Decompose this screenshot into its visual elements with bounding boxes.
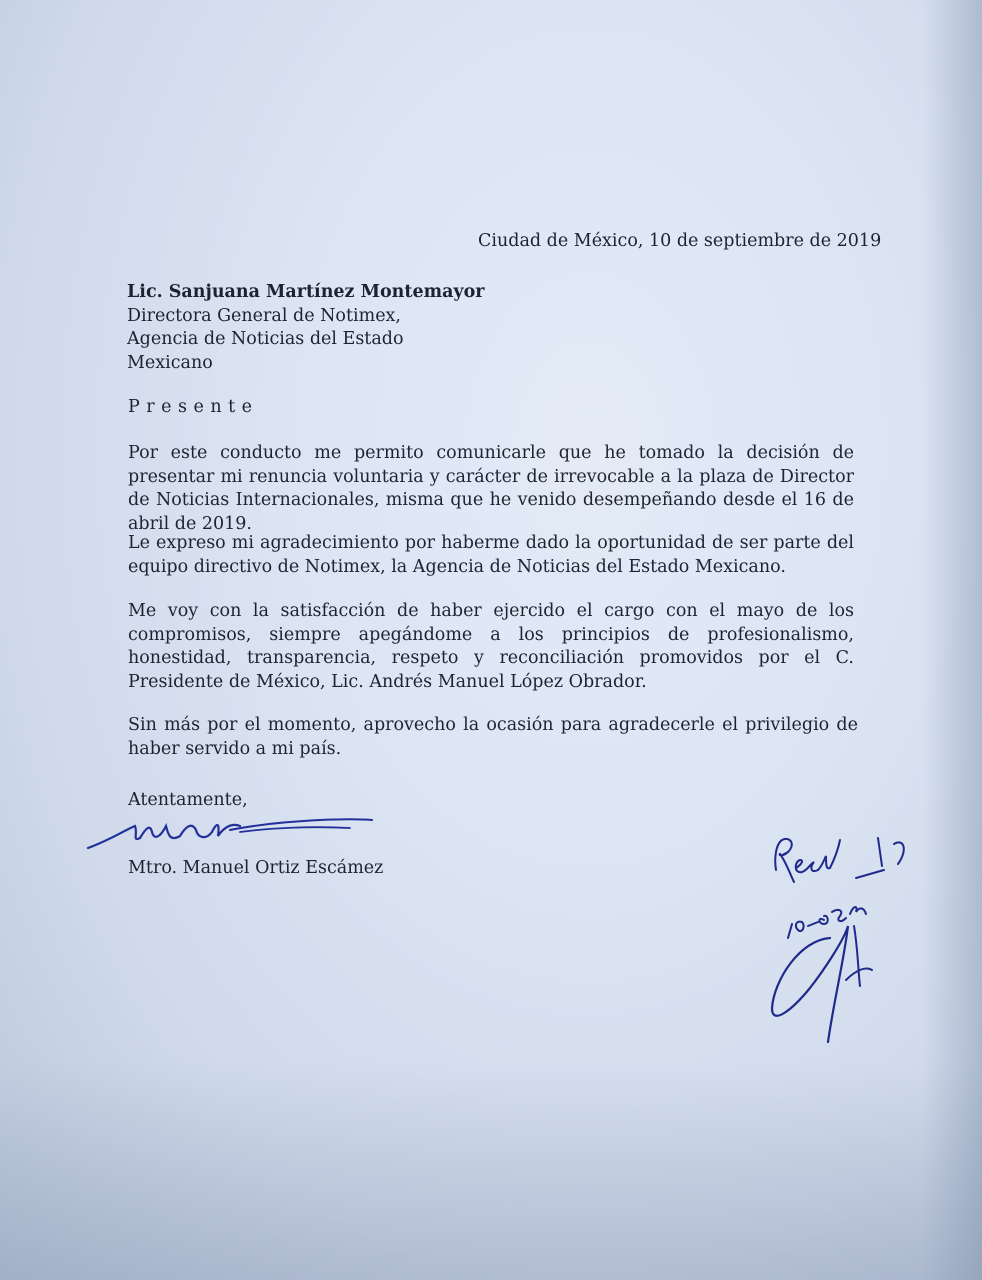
received-handwritten-note <box>760 830 920 1050</box>
paper-shadow-right <box>922 0 982 1280</box>
date-line: Ciudad de México, 10 de septiembre de 2019 <box>478 231 882 251</box>
salutation: Presente <box>128 397 259 417</box>
recipient-title: Directora General de Notimex, <box>127 305 401 326</box>
recipient-organization: Agencia de Noticias del Estado <box>127 329 404 349</box>
recipient-name: Lic. Sanjuana Martínez Montemayor <box>127 282 485 302</box>
body-paragraph: Sin más por el momento, aprovecho la ocasión para agradecerle el privilegio de haber servido a mi país. <box>128 715 858 759</box>
body-paragraph: Me voy con la satisfacción de haber ejercido el cargo con el mayo de los compromisos, siempre apegándome a los principios de profesionalismo, honestidad, transparencia, respeto y reconciliación promovidos por el C. Presidente de México, Lic. Andrés Manuel López Obrador. <box>128 601 854 692</box>
signature-image <box>80 808 380 858</box>
recipient-block <box>127 281 485 375</box>
signer-name: Mtro. Manuel Ortiz Escámez <box>128 858 384 878</box>
paper-shadow-bottom <box>0 1060 982 1280</box>
recipient-organization-cont: Mexicano <box>127 352 213 373</box>
body-paragraph: Por este conducto me permito comunicarle que he tomado la decisión de presentar mi renuncia voluntaria y carácter de irrevocable a la plaza de Director de Noticias Internacionales, misma que he venido desempeñando desde el 16 de abril de 2019. <box>128 443 854 534</box>
body-paragraph: Le expreso mi agradecimiento por haberme dado la oportunidad de ser parte del equipo directivo de Notimex, la Agencia de Noticias del Estado Mexicano. <box>128 533 854 577</box>
closing: Atentamente, <box>128 790 248 810</box>
